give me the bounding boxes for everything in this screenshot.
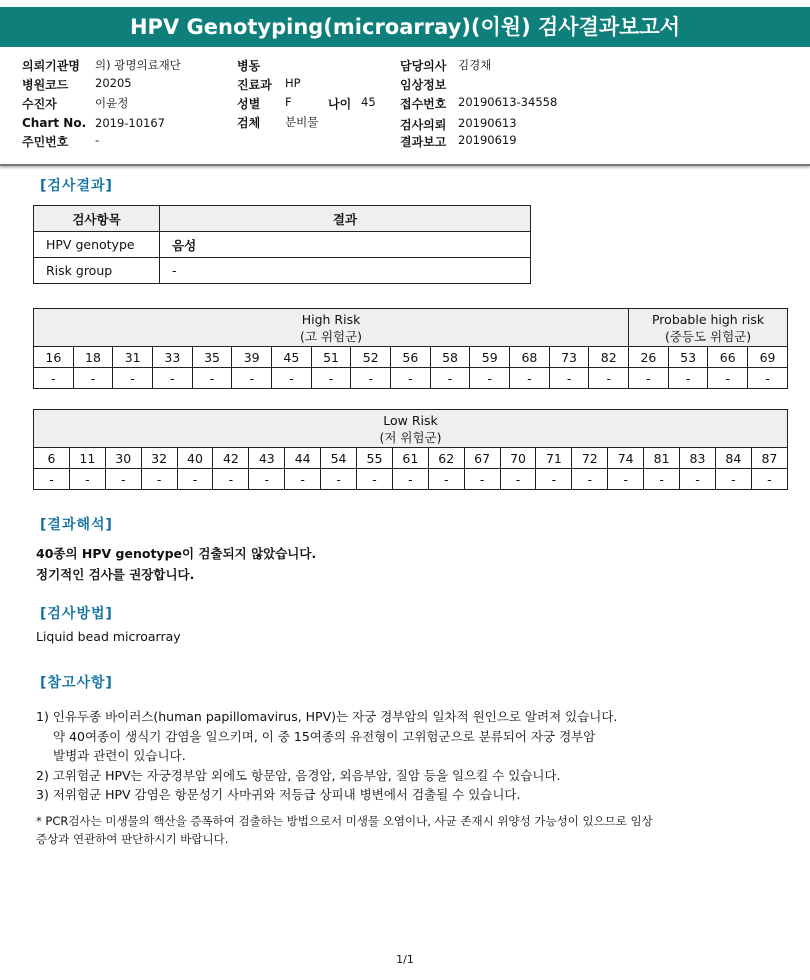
- genotype-result-cell: -: [715, 469, 751, 490]
- note-item-continued: 약 40여종이 생식기 감염을 일으키며, 이 중 15여종의 유전형이 고위험군으로 분류되어 자궁 경부암: [53, 728, 596, 744]
- genotype-cell: 61: [392, 448, 428, 469]
- low-risk-genotype-table: [33, 409, 788, 490]
- genotype-result-cell: -: [751, 469, 787, 490]
- probable-high-risk-group-header: [629, 309, 788, 347]
- request-date-value: 20190613: [458, 116, 517, 130]
- method-text: Liquid bead microarray: [36, 629, 181, 644]
- low-risk-subtitle: (저 위험군): [379, 429, 442, 445]
- genotype-cell: 83: [680, 448, 716, 469]
- genotype-cell: 59: [470, 347, 510, 368]
- table-row: [34, 232, 531, 258]
- high-risk-title: High Risk: [301, 311, 361, 327]
- genotype-cell: 32: [141, 448, 177, 469]
- genotype-cell: 6: [34, 448, 70, 469]
- section-title-interpretation: [결과해석]: [40, 517, 113, 533]
- genotype-result-cell: -: [285, 469, 321, 490]
- genotype-result-cell: -: [430, 368, 470, 389]
- genotype-result-cell: -: [629, 368, 669, 389]
- result-header-result: 결과: [160, 206, 531, 232]
- genotype-cell: 67: [464, 448, 500, 469]
- section-title-notes: [참고사항]: [40, 675, 113, 691]
- genotype-cell: 58: [430, 347, 470, 368]
- genotype-cell: 87: [751, 448, 787, 469]
- rrn-value: -: [95, 133, 100, 147]
- genotype-result-cell: -: [311, 368, 351, 389]
- genotype-result-cell: -: [668, 368, 708, 389]
- genotype-cell: 44: [285, 448, 321, 469]
- institution-label: 의뢰기관명: [22, 59, 80, 73]
- genotype-result-cell: -: [357, 469, 393, 490]
- genotype-result-row: [34, 368, 788, 389]
- receipt-no-value: 20190613-34558: [458, 95, 558, 109]
- genotype-result-cell: -: [391, 368, 431, 389]
- genotype-cell: 35: [192, 347, 232, 368]
- genotype-result-cell: -: [153, 368, 193, 389]
- table-row: [34, 258, 531, 284]
- genotype-cell: 54: [321, 448, 357, 469]
- genotype-cell: 31: [113, 347, 153, 368]
- genotype-result-cell: -: [192, 368, 232, 389]
- probable-high-risk-subtitle: (중등도 위험군): [664, 328, 752, 344]
- genotype-result-cell: -: [748, 368, 788, 389]
- genotype-cell: 69: [748, 347, 788, 368]
- genotype-cell: 26: [629, 347, 669, 368]
- age-label: 나이: [328, 97, 352, 111]
- report-date-value: 20190619: [458, 133, 517, 147]
- genotype-cell: 74: [608, 448, 644, 469]
- interpretation-line: 40종의 HPV genotype이 검출되지 않았습니다.: [36, 546, 317, 561]
- genotype-cell: 71: [536, 448, 572, 469]
- report-title: HPV Genotyping(microarray)(이원) 검사결과보고서: [0, 7, 810, 47]
- genotype-result-cell: -: [428, 469, 464, 490]
- genotype-result-cell: -: [510, 368, 550, 389]
- genotype-cell: 42: [213, 448, 249, 469]
- section-title-method: [검사방법]: [40, 606, 113, 622]
- patient-info-panel: [0, 51, 810, 166]
- genotype-result-cell: -: [34, 469, 70, 490]
- patient-label: 수진자: [22, 97, 57, 111]
- genotype-result-cell: -: [680, 469, 716, 490]
- genotype-cell: 62: [428, 448, 464, 469]
- genotype-result-cell: -: [608, 469, 644, 490]
- sex-label: 성별: [237, 97, 261, 111]
- genotype-cell: 11: [69, 448, 105, 469]
- note-item-continued: 발병과 관련이 있습니다.: [53, 748, 186, 763]
- footnote-line: * PCR검사는 미생물의 핵산을 증폭하여 검출하는 방법으로서 미생물 오염이나, 사균 존재시 위양성 가능성이 있으므로 임상: [36, 814, 653, 828]
- genotype-cell: 39: [232, 347, 272, 368]
- specimen-label: 검체: [237, 116, 261, 130]
- section-title-result: [검사결과]: [40, 178, 113, 194]
- dept-label: 진료과: [237, 78, 272, 92]
- genotype-result-cell: -: [113, 368, 153, 389]
- genotype-result-cell: -: [141, 469, 177, 490]
- age-value: 45: [361, 95, 376, 109]
- chart-no-value: 2019-10167: [95, 116, 165, 130]
- interpretation-text: [36, 543, 316, 585]
- genotype-cell: 70: [500, 448, 536, 469]
- page-number: 1/1: [396, 953, 414, 966]
- genotype-cell: 51: [311, 347, 351, 368]
- receipt-no-label: 접수번호: [400, 97, 447, 111]
- genotype-result-cell: -: [464, 469, 500, 490]
- genotype-cell: 56: [391, 347, 431, 368]
- request-date-label: 검사의뢰: [400, 118, 447, 132]
- genotype-result-cell: -: [549, 368, 589, 389]
- genotype-result-cell: -: [589, 368, 629, 389]
- genotype-cell: 30: [105, 448, 141, 469]
- high-risk-genotype-table: [33, 308, 788, 389]
- pcr-footnote: [36, 812, 653, 848]
- genotype-cell: 43: [249, 448, 285, 469]
- ward-label: 병동: [237, 59, 261, 73]
- doctor-label: 담당의사: [400, 59, 447, 73]
- note-item: 2) 고위험군 HPV는 자궁경부암 외에도 항문암, 음경암, 외음부암, 질암 등을 일으킬 수 있습니다.: [36, 767, 561, 783]
- genotype-result-cell: -: [536, 469, 572, 490]
- genotype-result-cell: -: [73, 368, 113, 389]
- genotype-result-cell: -: [213, 469, 249, 490]
- genotype-result-cell: -: [392, 469, 428, 490]
- genotype-cell: 33: [153, 347, 193, 368]
- genotype-result-cell: -: [177, 469, 213, 490]
- patient-value: 이윤정: [95, 96, 129, 110]
- genotype-cell: 52: [351, 347, 391, 368]
- result-header-item: 검사항목: [34, 206, 160, 232]
- genotype-result-cell: -: [105, 469, 141, 490]
- genotype-cell: 40: [177, 448, 213, 469]
- genotype-result-cell: -: [249, 469, 285, 490]
- genotype-cell: 84: [715, 448, 751, 469]
- specimen-value: 분비물: [285, 115, 319, 129]
- clinical-info-label: 임상정보: [400, 78, 447, 92]
- genotype-cell: 68: [510, 347, 550, 368]
- report-date-label: 결과보고: [400, 135, 447, 149]
- high-risk-group-header: [34, 309, 629, 347]
- genotype-cell: 66: [708, 347, 748, 368]
- genotype-cell: 55: [357, 448, 393, 469]
- genotype-result-cell: -: [321, 469, 357, 490]
- genotype-result-cell: -: [232, 368, 272, 389]
- doctor-value: 김경채: [458, 58, 492, 72]
- genotype-result-cell: -: [500, 469, 536, 490]
- notes-list: [36, 707, 617, 805]
- dept-value: HP: [285, 76, 301, 90]
- genotype-cell: 72: [572, 448, 608, 469]
- low-risk-group-header: [34, 410, 788, 448]
- genotype-result-cell: -: [272, 368, 312, 389]
- result-value: -: [160, 258, 531, 284]
- result-item: HPV genotype: [34, 232, 160, 258]
- chart-no-label: Chart No.: [22, 116, 87, 130]
- high-risk-subtitle: (고 위험군): [300, 328, 363, 344]
- note-item: 1) 인유두종 바이러스(human papillomavirus, HPV)는 자궁 경부암의 일차적 원인으로 알려져 있습니다.: [36, 709, 618, 724]
- hospital-code-label: 병원코드: [22, 78, 69, 92]
- probable-high-risk-title: Probable high risk: [651, 311, 765, 327]
- institution-value: 의) 광명의료재단: [95, 58, 181, 72]
- genotype-result-cell: -: [69, 469, 105, 490]
- genotype-row: [34, 448, 788, 469]
- interpretation-line: 정기적인 검사를 권장합니다.: [36, 567, 195, 582]
- genotype-result-cell: -: [644, 469, 680, 490]
- note-item: 3) 저위험군 HPV 감염은 항문성기 사마귀와 저등급 상피내 병변에서 검출될 수 있습니다.: [36, 787, 521, 802]
- genotype-cell: 73: [549, 347, 589, 368]
- result-value: 음성: [160, 232, 531, 258]
- genotype-result-cell: -: [351, 368, 391, 389]
- rrn-label: 주민번호: [22, 135, 69, 149]
- genotype-cell: 45: [272, 347, 312, 368]
- genotype-cell: 16: [34, 347, 74, 368]
- result-table: [33, 205, 531, 284]
- genotype-result-cell: -: [708, 368, 748, 389]
- genotype-cell: 82: [589, 347, 629, 368]
- hospital-code-value: 20205: [95, 76, 132, 90]
- genotype-cell: 81: [644, 448, 680, 469]
- sex-value: F: [285, 95, 292, 109]
- low-risk-title: Low Risk: [383, 412, 438, 428]
- genotype-result-cell: -: [572, 469, 608, 490]
- result-item: Risk group: [34, 258, 160, 284]
- genotype-result-cell: -: [34, 368, 74, 389]
- footnote-line: 증상과 연관하여 판단하시기 바랍니다.: [36, 832, 229, 846]
- genotype-row: [34, 347, 788, 368]
- genotype-cell: 18: [73, 347, 113, 368]
- genotype-result-cell: -: [470, 368, 510, 389]
- genotype-cell: 53: [668, 347, 708, 368]
- genotype-result-row: [34, 469, 788, 490]
